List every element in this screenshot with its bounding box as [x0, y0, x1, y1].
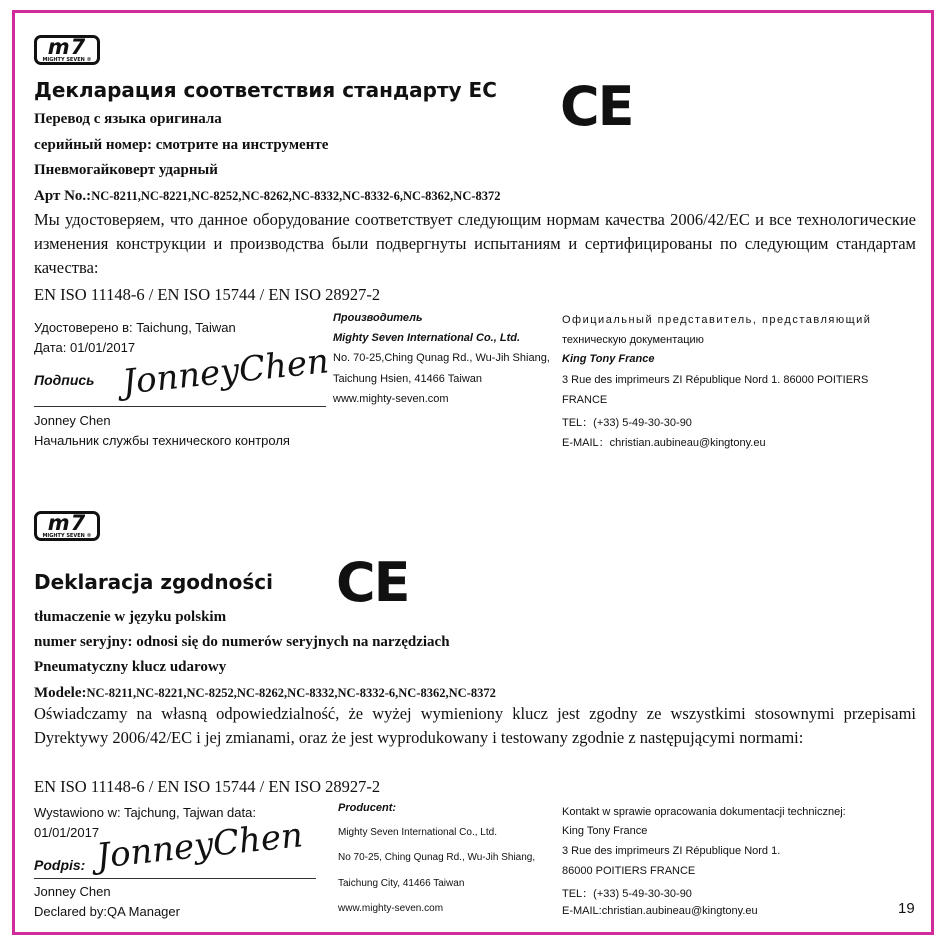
page-number: 19 — [898, 900, 915, 917]
pl-sign-label: Podpis: — [34, 857, 86, 873]
ru-rep-line-2: техническую документацию — [562, 334, 704, 346]
ru-translation-line: Перевод с языка оригинала — [34, 111, 222, 127]
ru-rep-email: E-MAIL：christian.aubineau@kingtony.eu — [562, 437, 766, 449]
pl-producer-label: Producent: — [338, 802, 397, 814]
pl-contact-name: King Tony France — [562, 825, 648, 837]
pl-models-label: Modele: — [34, 685, 87, 701]
ru-art-label: Арт No.: — [34, 188, 92, 204]
brand-logo — [34, 35, 100, 65]
ru-serial-line: серийный номер: смотрите на инструменте — [34, 137, 329, 153]
pl-producer-name: Mighty Seven International Co., Ltd. — [338, 827, 497, 838]
pl-issued-place: Wystawiono w: Tajchung, Tajwan data: — [34, 805, 256, 820]
ru-standards: EN ISO 11148-6 / EN ISO 15744 / EN ISO 28927-2 — [34, 285, 381, 304]
ru-date: Дата: 01/01/2017 — [34, 340, 136, 355]
pl-producer-address-2: Taichung City, 41466 Taiwan — [338, 878, 465, 889]
ru-producer-address-2: Taichung Hsien, 41466 Taiwan — [333, 373, 483, 385]
pl-paragraph: Oświadczamy na własną odpowiedzialność, że wyżej wymieniony klucz jest zgodny ze wszystkimi stosownymi przepisami Dyrektywy 2006/42/EC i jej zmianami, oraz że jest wyprodukowany i testowany zgodnie z następującymi normami: — [34, 704, 916, 747]
pl-date: 01/01/2017 — [34, 825, 100, 840]
ru-signature: JonneyChen — [120, 341, 331, 403]
pl-signer-name: Jonney Chen — [34, 884, 111, 899]
ru-rep-address-2: FRANCE — [562, 394, 608, 406]
brand-logo-2 — [34, 511, 100, 541]
ru-producer-label: Производитель — [333, 312, 423, 324]
logo-text-2: m7 — [47, 511, 87, 535]
ru-rep-line-1: Официальный представитель, представляющий — [562, 314, 872, 326]
pl-contact-email: E-MAIL:christian.aubineau@kingtony.eu — [562, 905, 758, 917]
ru-art-models: NC-8211,NC-8221,NC-8252,NC-8262,NC-8332,NC-8332-6,NC-8362,NC-8372 — [91, 189, 501, 203]
pl-producer-website: www.mighty-seven.com — [338, 903, 444, 914]
ru-signer-role: Начальник службы технического контроля — [34, 433, 290, 448]
ru-producer-name: Mighty Seven International Co., Ltd. — [333, 332, 521, 344]
ru-signature-line — [34, 406, 326, 407]
pl-models: NC-8211,NC-8221,NC-8252,NC-8262,NC-8332,NC-8332-6,NC-8362,NC-8372 — [86, 686, 496, 700]
pl-contact-address-2: 86000 POITIERS FRANCE — [562, 865, 696, 877]
pl-title: Deklaracja zgodności — [34, 570, 273, 594]
logo-text: m7 — [47, 35, 87, 59]
ru-models-line — [34, 187, 501, 205]
ru-product-line: Пневмогайковерт ударный — [34, 162, 218, 178]
pl-ce-mark: CE — [336, 551, 409, 614]
ru-certified-place: Удостоверено в: Taichung, Taiwan — [34, 320, 236, 335]
ru-producer-website: www.mighty-seven.com — [333, 393, 449, 405]
pl-translation-line: tłumaczenie w języku polskim — [34, 609, 227, 625]
pl-contact-line: Kontakt w sprawie opracowania dokumentacji technicznej: — [562, 806, 846, 818]
ru-paragraph: Мы удостоверяем, что данное оборудование соответствует следующим нормам качества 2006/42/ЕС и все технологические изменения конструкции и производства были подвергнуты испытаниям и сертифицированы по следующим стандартам качества: — [34, 210, 916, 277]
ru-sign-label: Подпись — [34, 372, 95, 388]
pl-product-line: Pneumatyczny klucz udarowy — [34, 659, 227, 675]
ru-rep-address-1: 3 Rue des imprimeurs ZI République Nord 1. 86000 POITIERS — [562, 374, 869, 386]
logo-subtext: MIGHTY SEVEN ® — [42, 57, 92, 63]
ru-rep-name: King Tony France — [562, 353, 655, 365]
ru-ce-mark: CE — [560, 75, 633, 138]
pl-models-line — [34, 684, 496, 702]
logo-subtext-2: MIGHTY SEVEN ® — [42, 533, 92, 539]
pl-signer-role: Declared by:QA Manager — [34, 904, 180, 919]
pl-standards: EN ISO 11148-6 / EN ISO 15744 / EN ISO 28927-2 — [34, 777, 381, 796]
pl-signature-line — [34, 878, 316, 879]
pl-contact-telephone: TEL：(+33) 5-49-30-30-90 — [562, 888, 692, 900]
pl-serial-line: numer seryjny: odnosi się do numerów seryjnych na narzędziach — [34, 634, 450, 650]
ru-signer-name: Jonney Chen — [34, 413, 111, 428]
ru-title: Декларация соответствия стандарту ЕС — [34, 78, 497, 102]
pl-producer-address-1: No 70-25, Ching Qunag Rd., Wu-Jih Shiang, — [338, 852, 536, 863]
pl-contact-address-1: 3 Rue des imprimeurs ZI République Nord 1. — [562, 845, 781, 857]
pl-signature: JonneyChen — [94, 815, 305, 877]
ru-producer-address-1: No. 70-25,Ching Qunag Rd., Wu-Jih Shiang, — [333, 352, 550, 364]
ru-rep-telephone: TEL：(+33) 5-49-30-30-90 — [562, 417, 692, 429]
